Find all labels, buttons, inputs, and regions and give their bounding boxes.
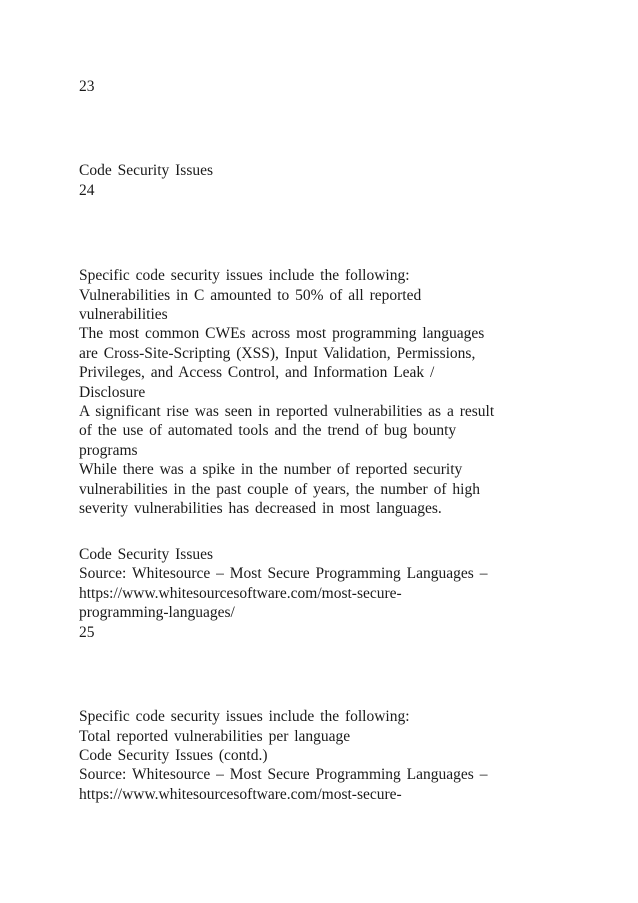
page-number-23: 23 [79,78,95,95]
source-url: https://www.whitesourcesoftware.com/most-secure- [79,585,402,602]
text-line: are Cross-Site-Scripting (XSS), Input Validation, Permissions, [79,345,476,362]
page-number-25: 25 [79,624,95,641]
slide-title: Code Security Issues [79,546,214,563]
text-line: programs [79,442,138,459]
source-url: programming-languages/ [79,604,235,621]
text-line: of the use of automated tools and the trend of bug bounty [79,422,457,439]
source-url: https://www.whitesourcesoftware.com/most-secure- [79,786,402,803]
text-line: Vulnerabilities in C amounted to 50% of all reported [79,287,422,304]
text-line: vulnerabilities [79,306,168,323]
source-line: Source: Whitesource – Most Secure Programming Languages – [79,766,488,783]
text-line: Disclosure [79,384,146,401]
slide-title: Code Security Issues [79,162,214,179]
text-line: vulnerabilities in the past couple of years, the number of high [79,481,480,498]
text-line: The most common CWEs across most programming languages [79,325,485,342]
source-line: Source: Whitesource – Most Secure Programming Languages – [79,565,488,582]
page-number-24: 24 [79,182,95,199]
slide-title: Code Security Issues (contd.) [79,747,268,764]
text-line: Privileges, and Access Control, and Information Leak / [79,364,435,381]
text-line: A significant rise was seen in reported vulnerabilities as a result [79,403,495,420]
text-line: severity vulnerabilities has decreased in most languages. [79,500,442,517]
text-line: While there was a spike in the number of reported security [79,461,463,478]
text-line: Total reported vulnerabilities per language [79,728,351,745]
text-line: Specific code security issues include the following: [79,267,410,284]
text-line: Specific code security issues include the following: [79,708,410,725]
